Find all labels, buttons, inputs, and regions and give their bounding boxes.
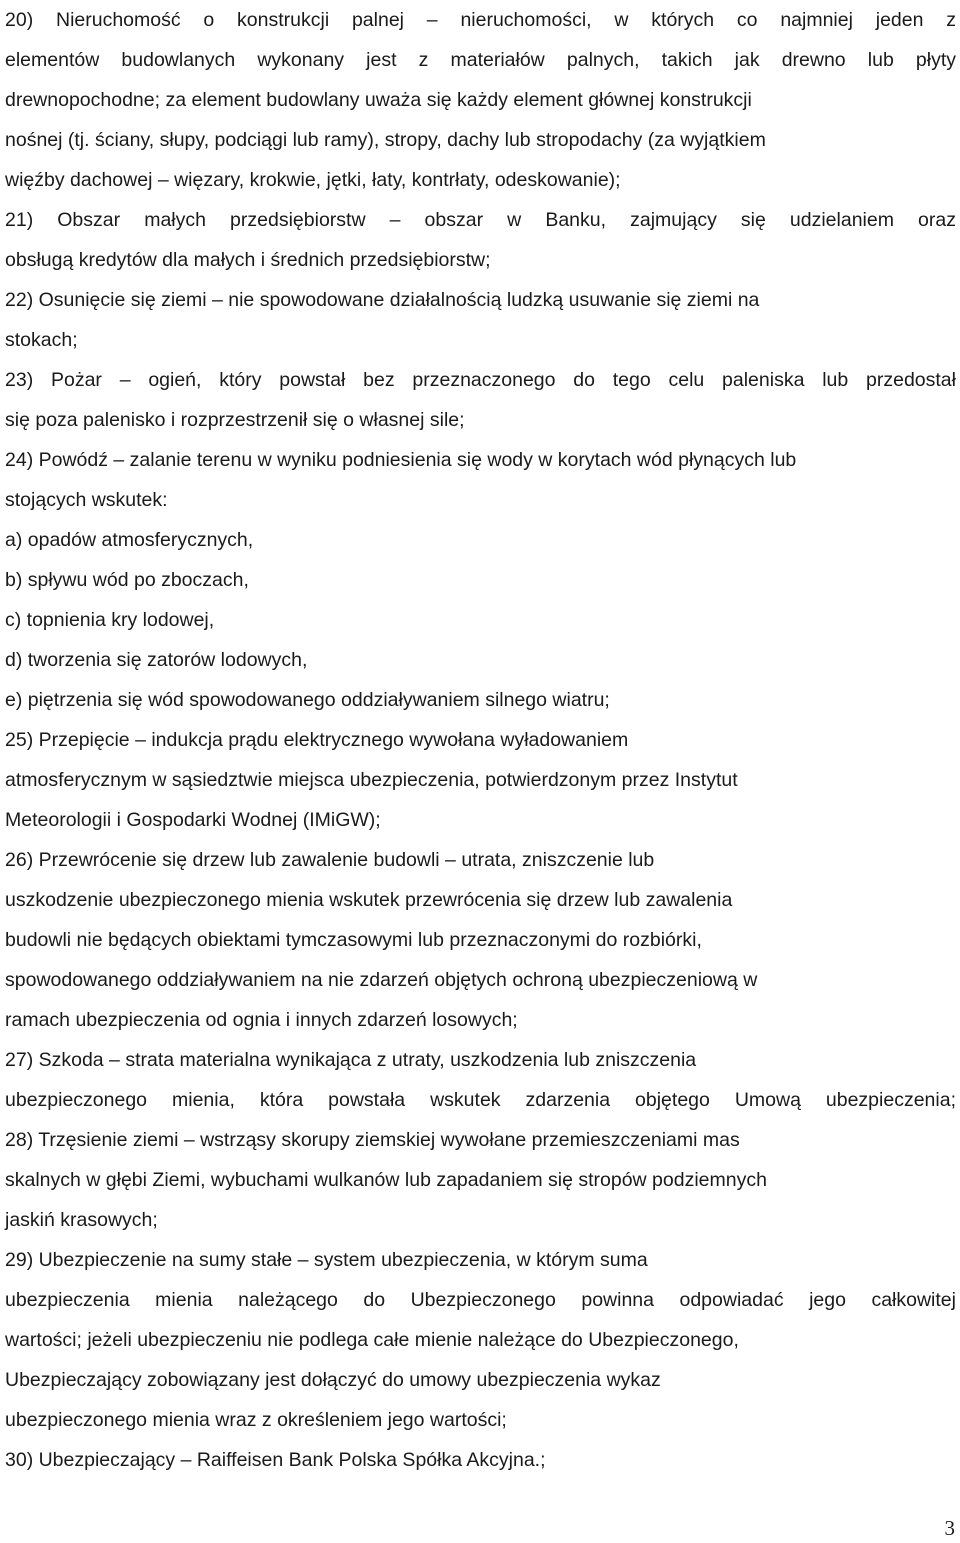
text-line: c) topnienia kry lodowej, [5, 609, 215, 631]
text-line: 28) Trzęsienie ziemi – wstrząsy skorupy ziemskiej wywołane przemieszczeniami mas [5, 1129, 740, 1151]
text-line: 30) Ubezpieczający – Raiffeisen Bank Polska Spółka Akcyjna.; [5, 1449, 546, 1471]
text-line: wartości; jeżeli ubezpieczeniu nie podlega całe mienie należące do Ubezpieczonego, [5, 1329, 739, 1351]
text-line: nośnej (tj. ściany, słupy, podciągi lub ramy), stropy, dachy lub stropodachy (za wyjątkiem [5, 129, 766, 151]
text-line: 24) Powódź – zalanie terenu w wyniku podniesienia się wody w korytach wód płynących lub [5, 449, 797, 471]
text-line: 23) Pożar – ogień, który powstał bez przeznaczonego do tego celu paleniska lub przedostał [5, 369, 956, 391]
text-line: e) piętrzenia się wód spowodowanego oddziaływaniem silnego wiatru; [5, 689, 610, 711]
text-line: ramach ubezpieczenia od ognia i innych zdarzeń losowych; [5, 1009, 518, 1031]
text-line: drewnopochodne; za element budowlany uważa się każdy element głównej konstrukcji [5, 89, 752, 111]
text-line: atmosferycznym w sąsiedztwie miejsca ubezpieczenia, potwierdzonym przez Instytut [5, 769, 738, 791]
text-line: Meteorologii i Gospodarki Wodnej (IMiGW); [5, 809, 381, 831]
text-line: ubezpieczonego mienia, która powstała wskutek zdarzenia objętego Umową ubezpieczenia; [5, 1089, 956, 1111]
text-line: 29) Ubezpieczenie na sumy stałe – system ubezpieczenia, w którym suma [5, 1249, 648, 1271]
text-line: 26) Przewrócenie się drzew lub zawalenie budowli – utrata, zniszczenie lub [5, 849, 655, 871]
text-line: 20) Nieruchomość o konstrukcji palnej – nieruchomości, w których co najmniej jeden z [5, 9, 956, 31]
text-line: się poza palenisko i rozprzestrzenił się o własnej sile; [5, 409, 465, 431]
text-line: 21) Obszar małych przedsiębiorstw – obszar w Banku, zajmujący się udzielaniem oraz [5, 209, 956, 231]
page-number: 3 [944, 1516, 955, 1540]
text-line: ubezpieczenia mienia należącego do Ubezpieczonego powinna odpowiadać jego całkowitej [5, 1289, 956, 1311]
text-line: obsługą kredytów dla małych i średnich przedsiębiorstw; [5, 249, 491, 271]
text-line: spowodowanego oddziaływaniem na nie zdarzeń objętych ochroną ubezpieczeniową w [5, 969, 758, 991]
text-line: d) tworzenia się zatorów lodowych, [5, 649, 308, 671]
text-line: ubezpieczonego mienia wraz z określeniem jego wartości; [5, 1409, 507, 1431]
text-line: 22) Osunięcie się ziemi – nie spowodowane działalnością ludzką usuwanie się ziemi na [5, 289, 760, 311]
text-line: a) opadów atmosferycznych, [5, 529, 254, 551]
text-line: b) spływu wód po zboczach, [5, 569, 249, 591]
text-line: jaskiń krasowych; [5, 1209, 158, 1231]
text-line: Ubezpieczający zobowiązany jest dołączyć do umowy ubezpieczenia wykaz [5, 1369, 661, 1391]
text-line: elementów budowlanych wykonany jest z materiałów palnych, takich jak drewno lub płyty [5, 49, 956, 71]
text-line: stokach; [5, 329, 78, 351]
text-line: uszkodzenie ubezpieczonego mienia wskutek przewrócenia się drzew lub zawalenia [5, 889, 733, 911]
text-line: 25) Przepięcie – indukcja prądu elektrycznego wywołana wyładowaniem [5, 729, 629, 751]
text-line: 27) Szkoda – strata materialna wynikająca z utraty, uszkodzenia lub zniszczenia [5, 1049, 697, 1071]
text-line: skalnych w głębi Ziemi, wybuchami wulkanów lub zapadaniem się stropów podziemnych [5, 1169, 767, 1191]
text-line: więźby dachowej – więzary, krokwie, jętki, łaty, kontrłaty, odeskowanie); [5, 169, 621, 191]
text-line: budowli nie będących obiektami tymczasowymi lub przeznaczonymi do rozbiórki, [5, 929, 702, 951]
document-body [5, 0, 956, 1480]
text-line: stojących wskutek: [5, 489, 168, 511]
